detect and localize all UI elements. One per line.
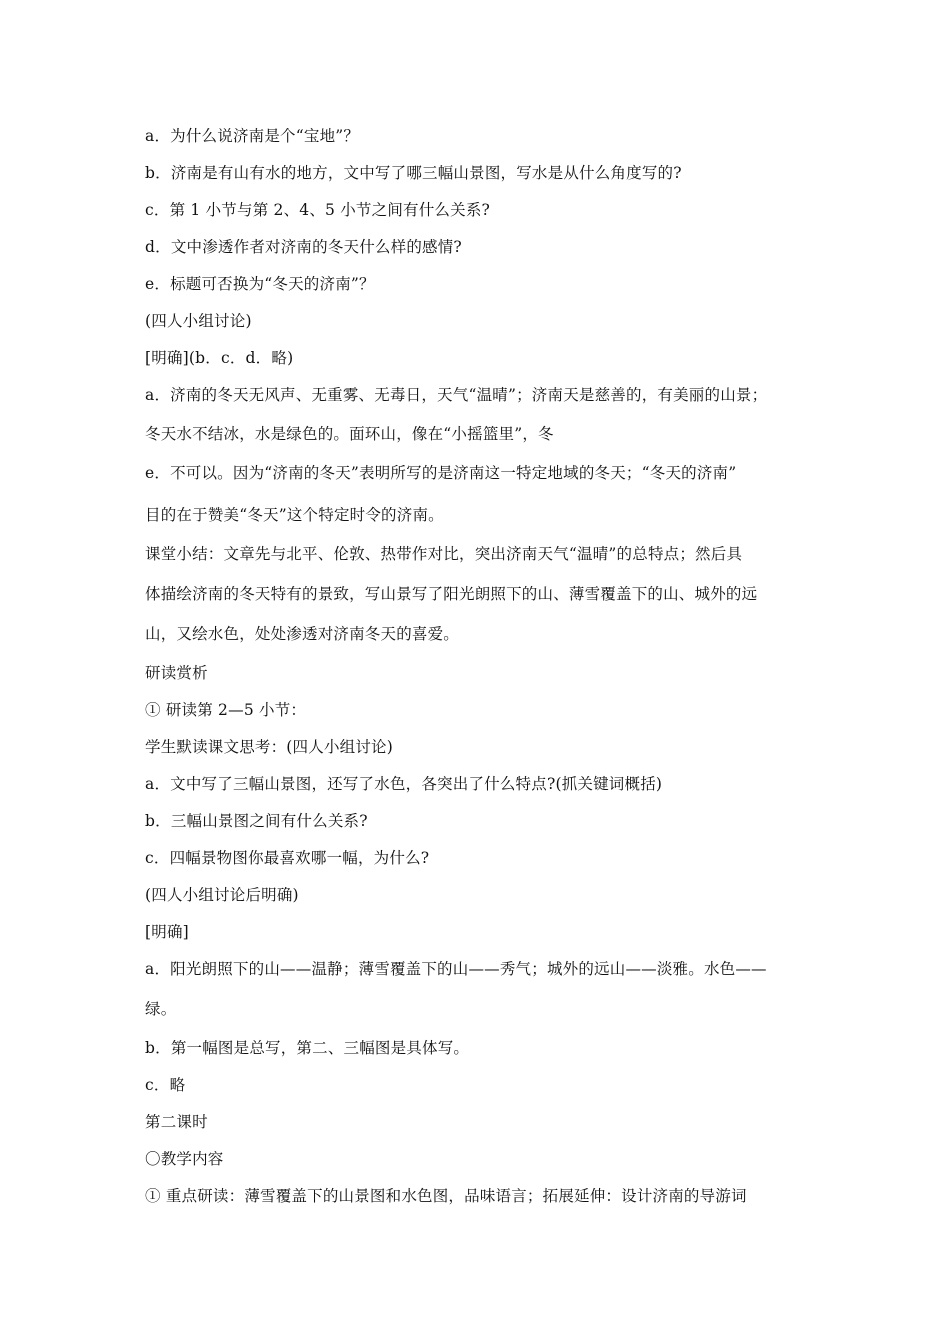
teaching-content-heading: 〇教学内容: [145, 1150, 224, 1168]
summary-line-2: 体描绘济南的冬天特有的景致，写山景写了阳光朗照下的山、薄雪覆盖下的山、城外的远: [145, 585, 758, 603]
second-lesson-heading: 第二课时: [145, 1113, 208, 1131]
answer-a-line-1: a．济南的冬天无风声、无重雾、无毒日，天气“温晴”；济南天是慈善的，有美丽的山景；: [145, 386, 768, 404]
question-d-line: d．文中渗透作者对济南的冬天什么样的感情?: [145, 238, 462, 256]
study-question-b: b．三幅山景图之间有什么关系?: [145, 812, 368, 830]
discussion-clarify-note: (四人小组讨论后明确): [145, 886, 299, 904]
section-heading-study: 研读赏析: [145, 664, 208, 682]
answer-e-line-2: 目的在于赞美“冬天”这个特定时令的济南。: [145, 506, 444, 524]
clarify-c-line: c．略: [145, 1076, 186, 1094]
summary-line-3: 山，又绘水色，处处渗透对济南冬天的喜爱。: [145, 625, 460, 643]
answer-heading: [明确](b．c．d．略): [145, 349, 294, 367]
summary-line-1: 课堂小结：文章先与北平、伦敦、热带作对比，突出济南天气“温晴”的总特点；然后具: [145, 545, 743, 563]
study-paragraphs-line: ① 研读第 2—5 小节：: [145, 701, 307, 719]
clarify-heading: [明确]: [145, 923, 189, 941]
clarify-a-line-1: a．阳光朗照下的山——温静；薄雪覆盖下的山——秀气；城外的远山——淡雅。水色——: [145, 960, 767, 978]
clarify-b-line: b．第一幅图是总写，第二、三幅图是具体写。: [145, 1039, 470, 1057]
question-e-line: e．标题可否换为“冬天的济南”？: [145, 275, 375, 293]
question-a-line: a．为什么说济南是个“宝地”？: [145, 127, 360, 145]
answer-a-line-2: 冬天水不结冰，水是绿色的。面环山，像在“小摇篮里”，冬: [145, 425, 554, 443]
clarify-a-line-2: 绿。: [145, 1000, 177, 1018]
key-study-line: ① 重点研读：薄雪覆盖下的山景图和水色图，品味语言；拓展延伸：设计济南的导游词: [145, 1187, 747, 1205]
question-b-line: b．济南是有山有水的地方，文中写了哪三幅山景图，写水是从什么角度写的?: [145, 164, 682, 182]
question-c-line: c．第 1 小节与第 2、4、5 小节之间有什么关系?: [145, 201, 491, 219]
group-discussion-note: (四人小组讨论): [145, 312, 252, 330]
answer-e-line-1: e．不可以。因为“济南的冬天”表明所写的是济南这一特定地域的冬天；“冬天的济南”: [145, 464, 737, 482]
study-question-c: c．四幅景物图你最喜欢哪一幅，为什么?: [145, 849, 430, 867]
silent-reading-line: 学生默读课文思考：(四人小组讨论): [145, 738, 393, 756]
study-question-a: a．文中写了三幅山景图，还写了水色，各突出了什么特点?(抓关键词概括): [145, 775, 663, 793]
